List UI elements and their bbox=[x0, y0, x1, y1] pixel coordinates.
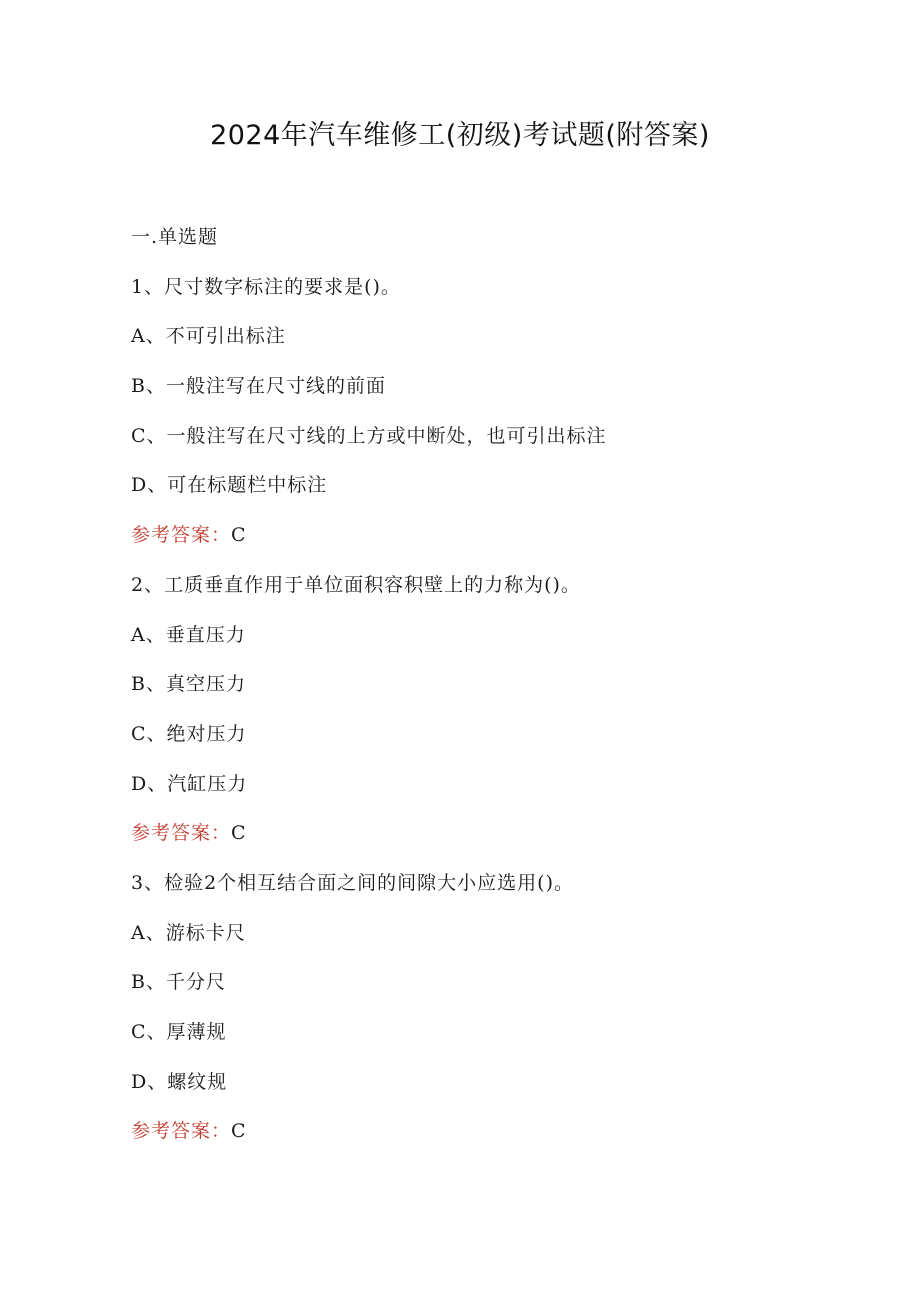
answer-value: C bbox=[231, 524, 247, 547]
answer-line bbox=[131, 809, 891, 859]
document-body bbox=[131, 213, 891, 1157]
answer-label: 参考答案： bbox=[131, 822, 232, 845]
option-a: A、游标卡尺 bbox=[131, 921, 246, 944]
question-stem: 1、尺寸数字标注的要求是()。 bbox=[131, 275, 401, 298]
option-c: C、绝对压力 bbox=[131, 722, 247, 745]
section-heading: 一.单选题 bbox=[131, 226, 219, 248]
option-b: B、千分尺 bbox=[131, 971, 226, 994]
option-c: C、一般注写在尺寸线的上方或中断处，也可引出标注 bbox=[131, 424, 607, 447]
option-b: B、真空压力 bbox=[131, 673, 246, 696]
answer-line bbox=[131, 511, 891, 561]
option-d: D、可在标题栏中标注 bbox=[131, 474, 328, 497]
question-block bbox=[131, 263, 891, 561]
option-c: C、厚薄规 bbox=[131, 1021, 227, 1043]
answer-value: C bbox=[231, 822, 247, 845]
answer-label: 参考答案： bbox=[131, 1120, 232, 1143]
option-a: A、不可引出标注 bbox=[131, 325, 286, 348]
answer-value: C bbox=[231, 1120, 247, 1143]
answer-line bbox=[131, 1107, 891, 1157]
answer-label: 参考答案： bbox=[131, 524, 232, 547]
option-b: B、一般注写在尺寸线的前面 bbox=[131, 375, 386, 398]
option-a: A、垂直压力 bbox=[131, 623, 246, 646]
question-block bbox=[131, 561, 891, 859]
question-stem: 2、工质垂直作用于单位面积容积壁上的力称为()。 bbox=[131, 573, 581, 596]
document-title: 2024年汽车维修工(初级)考试题(附答案) bbox=[210, 120, 710, 151]
question-stem: 3、检验2个相互结合面之间的间隙大小应选用()。 bbox=[131, 871, 575, 894]
option-d: D、螺纹规 bbox=[131, 1070, 228, 1093]
option-d: D、汽缸压力 bbox=[131, 772, 248, 795]
question-block bbox=[131, 859, 891, 1157]
